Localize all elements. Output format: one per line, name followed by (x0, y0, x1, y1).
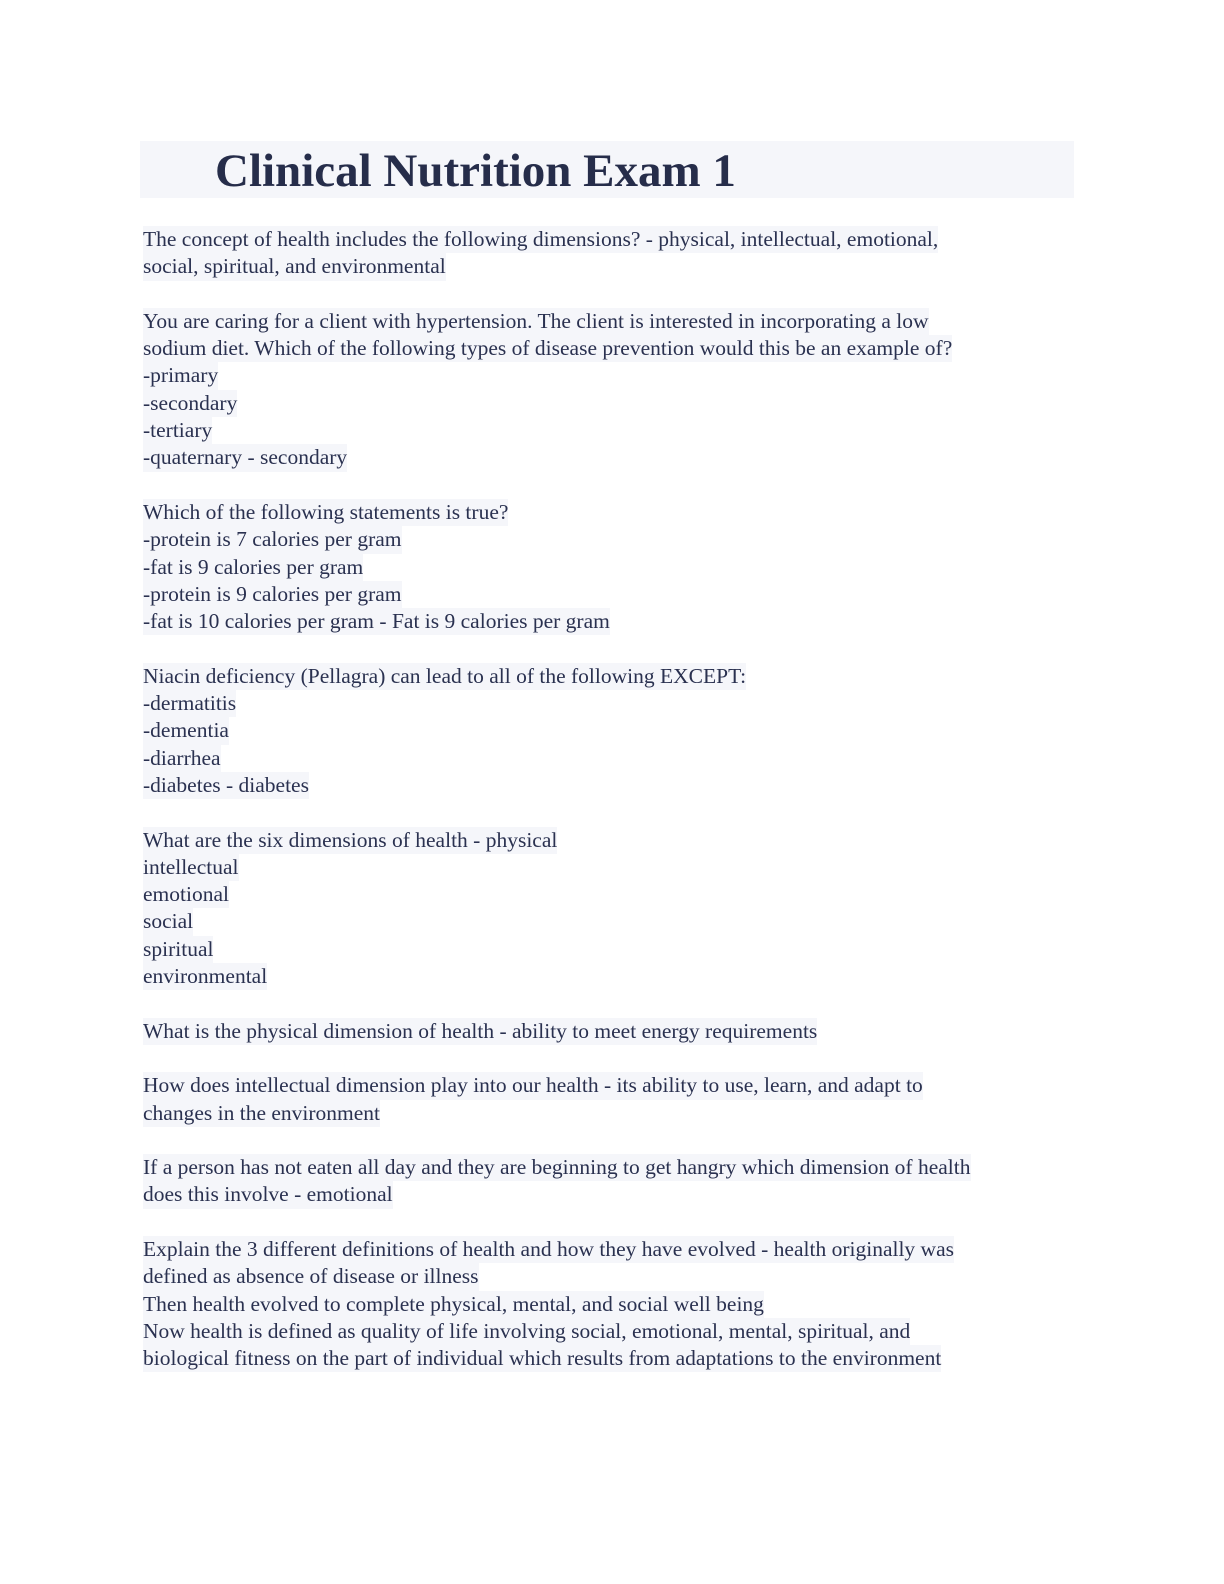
question-line: -diabetes - diabetes (143, 772, 309, 799)
question-line: environmental (143, 963, 267, 990)
title-band (140, 141, 1074, 198)
question-block (143, 663, 1078, 799)
question-text: How does intellectual dimension play into our health - its ability to use, learn, and adapt to (143, 1072, 923, 1099)
question-line: -dermatitis (143, 690, 236, 717)
question-block (143, 1072, 1078, 1127)
question-line: -quaternary - secondary (143, 444, 347, 471)
question-line: -secondary (143, 390, 237, 417)
question-text: Explain the 3 different definitions of health and how they have evolved - health originally was (143, 1236, 954, 1263)
question-text: You are caring for a client with hypertension. The client is interested in incorporating a low (143, 308, 929, 335)
question-line: does this involve - emotional (143, 1181, 393, 1208)
question-line: Now health is defined as quality of life involving social, emotional, mental, spiritual, and (143, 1318, 910, 1345)
question-line: defined as absence of disease or illness (143, 1263, 479, 1290)
question-line: changes in the environment (143, 1100, 380, 1127)
question-block (143, 1018, 1078, 1045)
question-block (143, 1236, 1078, 1372)
question-line: intellectual (143, 854, 239, 881)
question-text: If a person has not eaten all day and they are beginning to get hangry which dimension of health (143, 1154, 971, 1181)
question-line: spiritual (143, 936, 213, 963)
question-line: Then health evolved to complete physical, mental, and social well being (143, 1291, 764, 1318)
question-line: -dementia (143, 717, 229, 744)
question-line: social (143, 908, 193, 935)
question-block (143, 499, 1078, 635)
question-text: What is the physical dimension of health - ability to meet energy requirements (143, 1018, 817, 1045)
question-line: -protein is 7 calories per gram (143, 526, 402, 553)
question-line: sodium diet. Which of the following types of disease prevention would this be an example of? (143, 335, 952, 362)
question-line: -protein is 9 calories per gram (143, 581, 402, 608)
question-text: Which of the following statements is true? (143, 499, 508, 526)
question-block (143, 827, 1078, 991)
question-line: -tertiary (143, 417, 212, 444)
question-text: Niacin deficiency (Pellagra) can lead to all of the following EXCEPT: (143, 663, 746, 690)
page-title: Clinical Nutrition Exam 1 (215, 145, 736, 197)
question-line: -diarrhea (143, 745, 221, 772)
question-line: social, spiritual, and environmental (143, 253, 446, 280)
question-block (143, 226, 1078, 281)
question-block (143, 1154, 1078, 1209)
question-text: What are the six dimensions of health - physical (143, 827, 557, 854)
question-text: The concept of health includes the following dimensions? - physical, intellectual, emotional, (143, 226, 938, 253)
question-list (143, 226, 1078, 1400)
question-line: -fat is 9 calories per gram (143, 554, 363, 581)
question-line: -fat is 10 calories per gram - Fat is 9 calories per gram (143, 608, 610, 635)
question-line: emotional (143, 881, 229, 908)
question-line: biological fitness on the part of individual which results from adaptations to the environment (143, 1345, 941, 1372)
question-block (143, 308, 1078, 472)
question-line: -primary (143, 362, 218, 389)
